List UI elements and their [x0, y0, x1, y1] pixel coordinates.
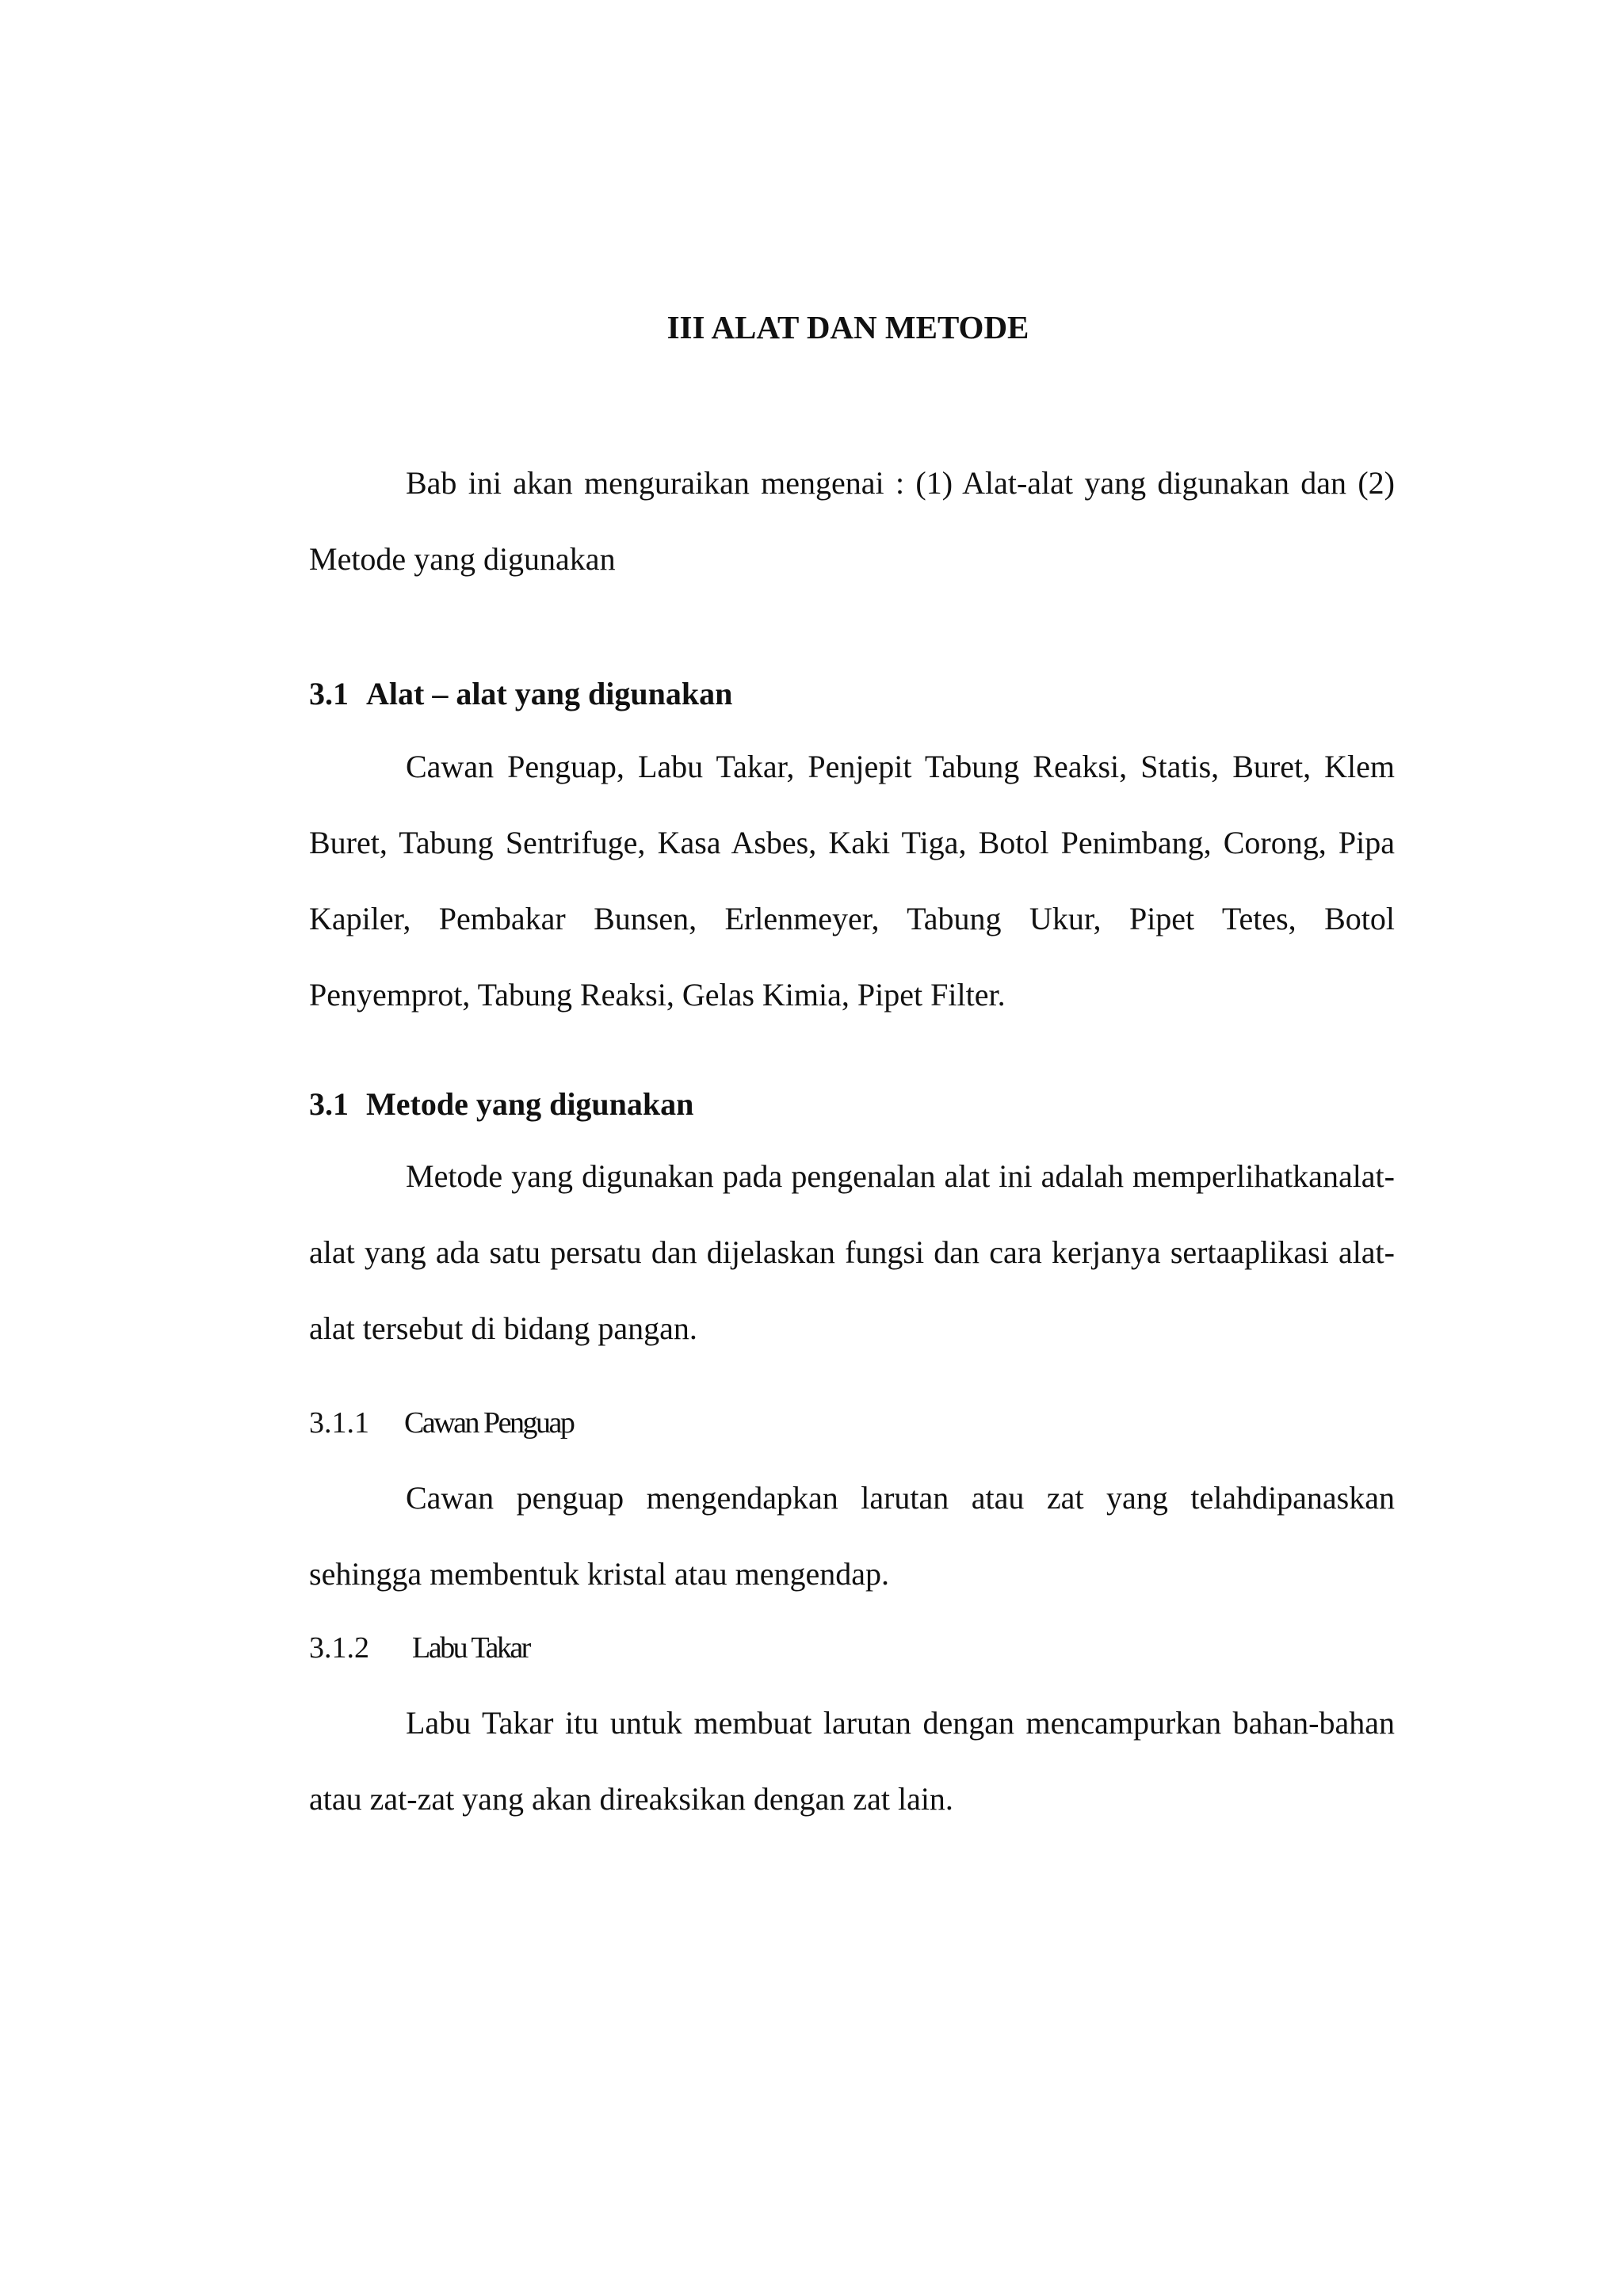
subsection-heading-labu-takar — [309, 1626, 1395, 1670]
subsection-number: 3.1.1 — [309, 1406, 369, 1440]
subsection-heading-cawan-penguap — [309, 1401, 1395, 1445]
section-body-metode: Metode yang digunakan pada pengenalan alat ini adalah memperlihatkanalat-alat yang ada satu persatu dan dijelaskan fungsi dan cara kerjanya sertaaplikasi alat-alat tersebut di bidang pangan. — [309, 1158, 1395, 1346]
intro-paragraph: Bab ini akan menguraikan mengenai : (1) Alat-alat yang digunakan dan (2) Metode yang digunakan — [309, 465, 1395, 577]
subsection-title: Cawan Penguap — [404, 1406, 574, 1440]
subsection-title: Labu Takar — [412, 1631, 529, 1665]
section-number: 3.1 — [309, 676, 349, 711]
section-title: Alat – alat yang digunakan — [366, 676, 733, 711]
subsection-body-labu-takar: Labu Takar itu untuk membuat larutan dengan mencampurkan bahan-bahan atau zat-zat yang akan direaksikan dengan zat lain. — [309, 1705, 1395, 1817]
section-heading-metode — [309, 1082, 1395, 1127]
chapter-title: III ALAT DAN METODE — [666, 309, 1029, 345]
section-number: 3.1 — [309, 1086, 349, 1122]
section-title: Metode yang digunakan — [366, 1086, 694, 1122]
subsection-number: 3.1.2 — [309, 1631, 369, 1665]
subsection-body-cawan-penguap: Cawan penguap mengendapkan larutan atau zat yang telahdipanaskan sehingga membentuk kristal atau mengendap. — [309, 1480, 1395, 1592]
section-body-alat: Cawan Penguap, Labu Takar, Penjepit Tabung Reaksi, Statis, Buret, Klem Buret, Tabung Sentrifuge, Kasa Asbes, Kaki Tiga, Botol Penimbang, Corong, Pipa Kapiler, Pembakar Bunsen, Erlenmeyer, Tabung Ukur, Pipet Tetes, Botol Penyemprot, Tabung Reaksi, Gelas Kimia, Pipet Filter. — [309, 749, 1395, 1013]
section-heading-alat — [309, 672, 1395, 716]
